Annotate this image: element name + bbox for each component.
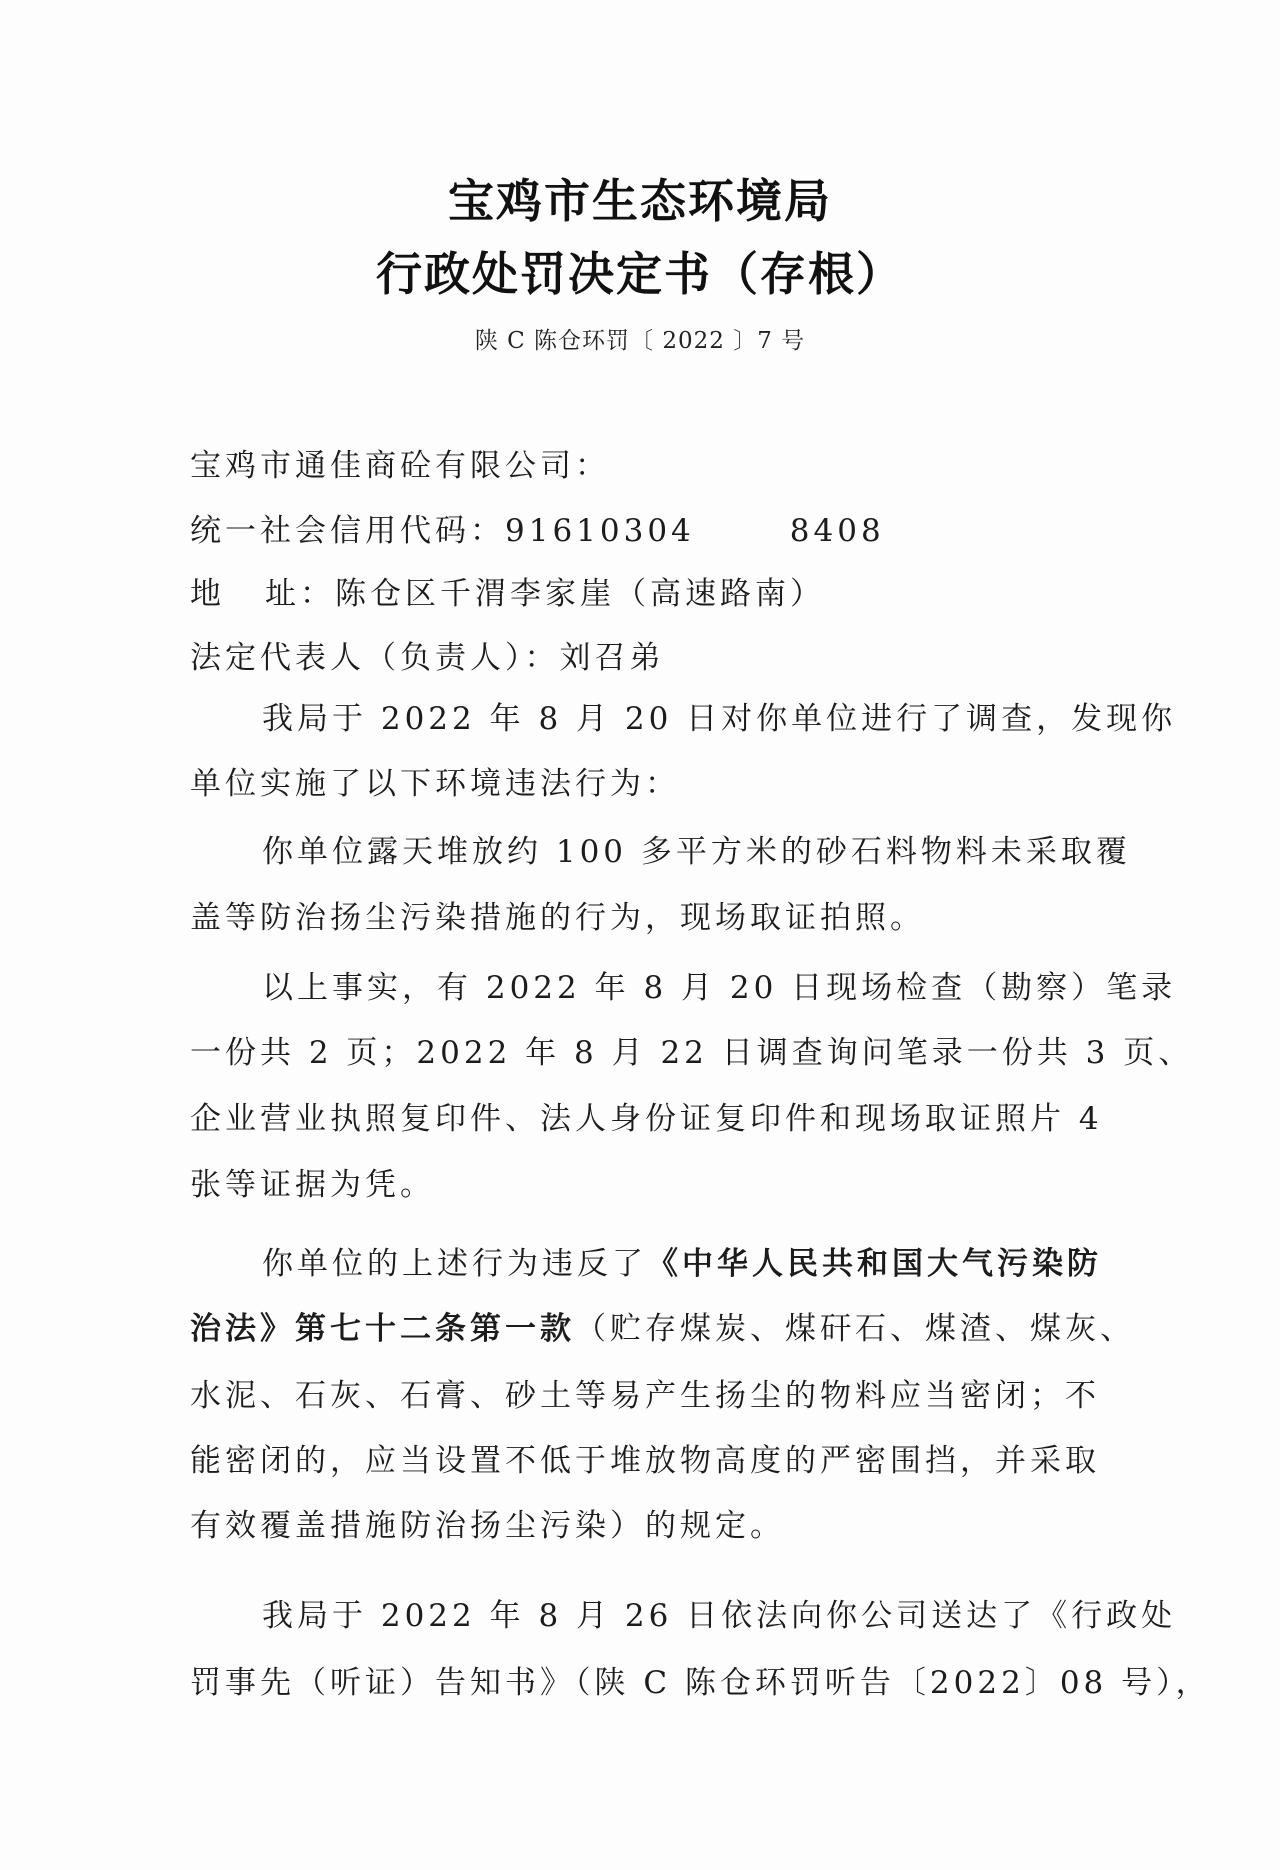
paragraph-investigation-line1: 我局于 2022 年 8 月 20 日对你单位进行了调查，发现你 [262, 701, 1177, 737]
credit-code-part1: 91610304 [505, 513, 695, 549]
law-quote-start: （贮存煤炭、煤矸石、煤渣、煤灰、 [575, 1311, 1135, 1347]
paragraph-notice-line1: 我局于 2022 年 8 月 26 日依法向你公司送达了《行政处 [262, 1598, 1177, 1634]
law-article-bold: 治法》第七十二条第一款 [190, 1311, 575, 1347]
credit-code-part2: 8408 [789, 513, 885, 549]
paragraph-law-line1 [262, 1238, 1102, 1283]
credit-code-line [190, 505, 885, 550]
document-title-agency: 宝鸡市生态环境局 [448, 174, 832, 228]
paragraph-evidence-line3: 企业营业执照复印件、法人身份证复印件和现场取证照片 4 [190, 1101, 1103, 1137]
paragraph-evidence-line1: 以上事实，有 2022 年 8 月 20 日现场检查（勘察）笔录 [262, 970, 1177, 1006]
law-name-bold: 《中华人民共和国大气污染防 [647, 1246, 1102, 1282]
address-value: 陈仓区千渭李家崖（高速路南） [335, 576, 825, 612]
paragraph-violation-line2: 盖等防治扬尘污染措施的行为，现场取证拍照。 [190, 900, 925, 936]
recipient-company: 宝鸡市通佳商砼有限公司： [190, 448, 610, 484]
paragraph-evidence-line4: 张等证据为凭。 [190, 1167, 435, 1203]
paragraph-evidence-line2: 一份共 2 页；2022 年 8 月 22 日调查询问笔录一份共 3 页、 [190, 1035, 1194, 1071]
paragraph-law-line2 [190, 1303, 1135, 1348]
paragraph-law-line5: 有效覆盖措施防治扬尘污染）的规定。 [190, 1508, 785, 1544]
paragraph-law-line4: 能密闭的，应当设置不低于堆放物高度的严密围挡，并采取 [190, 1443, 1100, 1479]
address-label-char1: 地 [190, 576, 225, 612]
paragraph-violation-line1: 你单位露天堆放约 100 多平方米的砂石料物料未采取覆 [262, 834, 1131, 870]
credit-code-label: 统一社会信用代码： [190, 513, 505, 549]
paragraph-notice-line2: 罚事先（听证）告知书》（陕 C 陈仓环罚听告〔2022〕08 号）， [190, 1665, 1211, 1701]
law-text-plain: 你单位的上述行为违反了 [262, 1246, 647, 1282]
paragraph-law-line3: 水泥、石灰、石膏、砂土等易产生扬尘的物料应当密闭；不 [190, 1378, 1100, 1414]
legal-representative: 法定代表人（负责人）：刘召弟 [190, 640, 665, 676]
address-line [190, 568, 825, 613]
document-number: 陕 C 陈仓环罚〔 2022 〕7 号 [474, 328, 806, 354]
paragraph-investigation-line2: 单位实施了以下环境违法行为： [190, 766, 680, 802]
document-title-type: 行政处罚决定书（存根） [376, 247, 904, 301]
address-label-char2: 址： [265, 576, 335, 612]
